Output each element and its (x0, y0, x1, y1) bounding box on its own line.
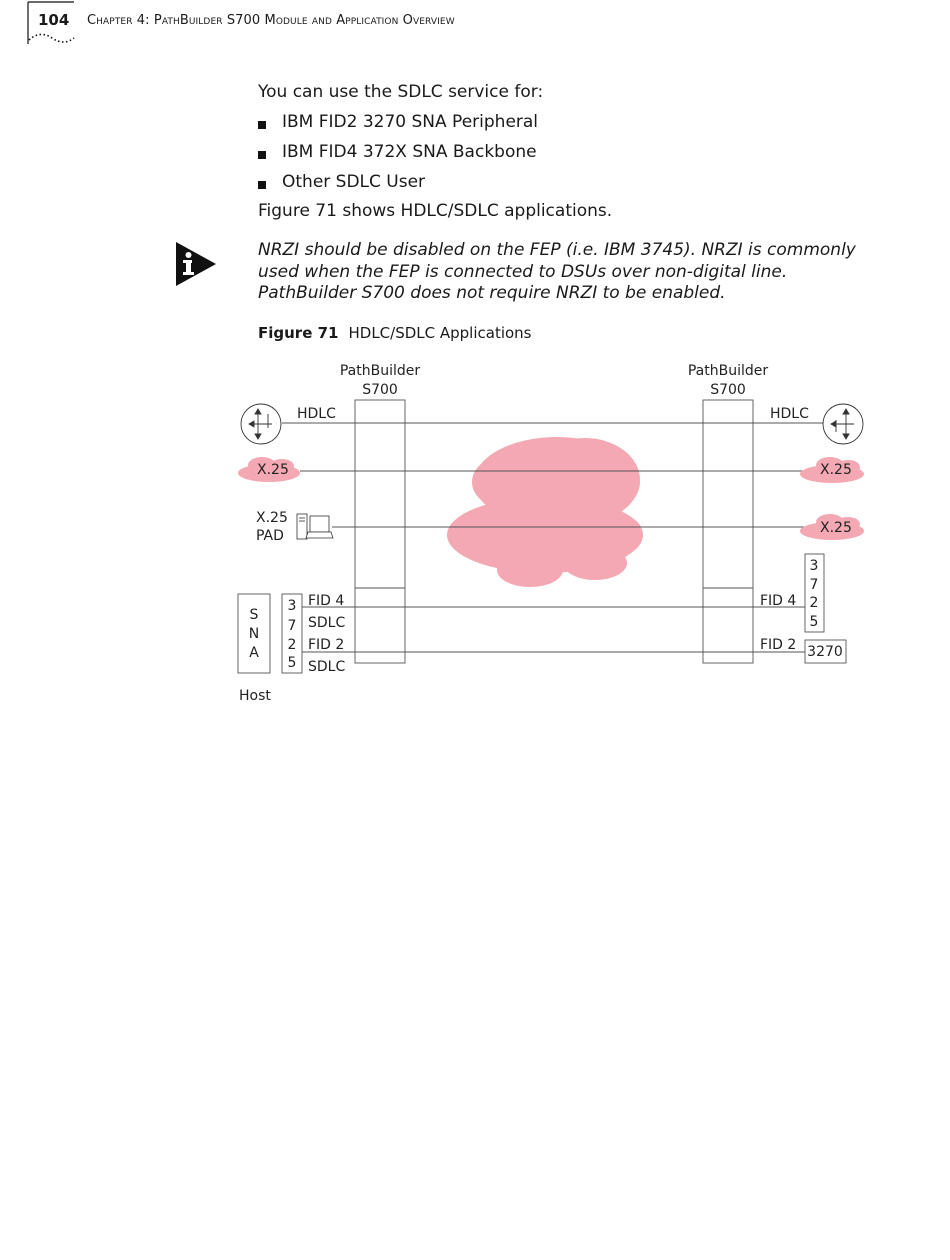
left-pathbuilder (355, 400, 405, 663)
hdlc-label-right: HDLC (770, 406, 809, 422)
fid2-label-left: FID 2 (308, 637, 345, 653)
x25-label-right-bottom: X.25 (820, 520, 852, 536)
fep-digit: 7 (809, 577, 819, 593)
bullet-icon (258, 121, 266, 129)
figure-caption (258, 324, 532, 342)
figure-title: HDLC/SDLC Applications (348, 324, 532, 342)
right-device-label-line1: PathBuilder (687, 363, 769, 379)
bullet-icon (258, 181, 266, 189)
intro-text: You can use the SDLC service for: (258, 82, 544, 102)
chapter-title: Chapter 4: PathBuilder S700 Module and Application Overview (87, 13, 455, 28)
right-pathbuilder (703, 400, 753, 663)
x25-label-left: X.25 (257, 462, 289, 478)
sdlc-label: SDLC (308, 615, 346, 631)
info-note-icon (176, 242, 216, 286)
fep-digit: 5 (287, 655, 297, 671)
x25-label-right-top: X.25 (820, 462, 852, 478)
fep-digit: 2 (287, 637, 297, 653)
computer-icon (297, 514, 333, 539)
hdlc-label-left: HDLC (297, 406, 336, 422)
fep-digit: 3 (809, 558, 819, 574)
fep-digit: 7 (287, 618, 297, 634)
left-device-label-line2: S700 (362, 382, 398, 398)
figure-label: Figure 71 (258, 324, 339, 342)
fep-digit: 5 (809, 614, 819, 630)
list-item-text: IBM FID4 372X SNA Backbone (282, 142, 537, 162)
fep-digit: 3 (287, 598, 297, 614)
sna-letter: A (249, 645, 259, 661)
fep-digit: 2 (809, 595, 819, 611)
fid4-label-right: FID 4 (760, 593, 797, 609)
list-item (258, 112, 538, 142)
terminal-3270-label: 3270 (807, 644, 843, 660)
bullet-icon (258, 151, 266, 159)
bullet-list (258, 112, 538, 202)
fid4-label-left: FID 4 (308, 593, 345, 609)
left-device-label-line1: PathBuilder (339, 363, 421, 379)
pad-label-line1: X.25 (256, 510, 288, 526)
sdlc-label: SDLC (308, 659, 346, 675)
host-label: Host (239, 688, 271, 704)
sna-letter: N (248, 626, 260, 642)
list-item (258, 142, 538, 172)
list-item-text: IBM FID2 3270 SNA Peripheral (282, 112, 539, 132)
list-item-text: Other SDLC User (282, 172, 426, 192)
page-header (0, 0, 950, 50)
figure-reference: Figure 71 shows HDLC/SDLC applications. (258, 201, 613, 221)
fid2-label-right: FID 2 (760, 637, 797, 653)
right-router-icon (823, 404, 863, 444)
left-router-icon (241, 404, 281, 444)
page-number: 104 (38, 11, 70, 29)
right-device-label-line2: S700 (710, 382, 746, 398)
sna-letter: S (249, 607, 259, 623)
note-text: NRZI should be disabled on the FEP (i.e. IBM 3745). NRZI is commonly used when the FEP is connected to DSUs over non-digital line. PathBuilder S700 does not require NRZI to be enabled. (258, 240, 856, 303)
hdlc-sdlc-diagram (230, 355, 880, 715)
list-item (258, 172, 538, 202)
pad-label-line2: PAD (256, 528, 284, 544)
network-cloud (447, 437, 643, 587)
